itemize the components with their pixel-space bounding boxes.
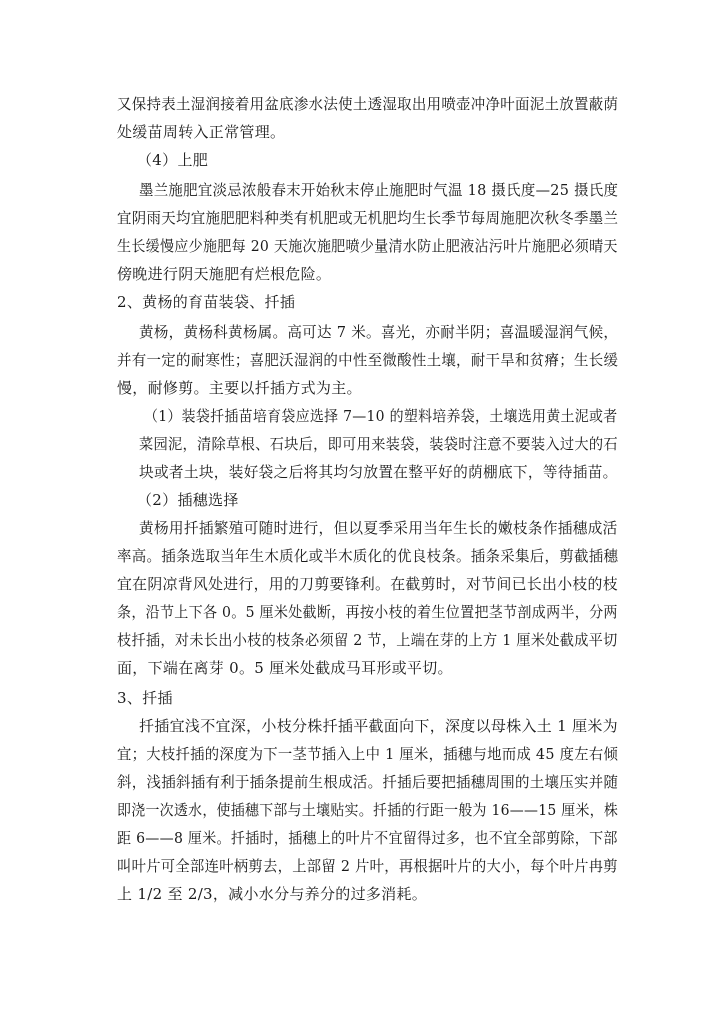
paragraph-line: 又保持表土湿润接着用盆底渗水法使土透湿取出用喷壶冲净叶面泥土放置蔽荫 (117, 95, 619, 113)
paragraph-line: 宜；大枝扦插的深度为下一茎节插入上中 1 厘米，插穗与地而成 45 度左右倾 (117, 745, 619, 763)
paragraph-line: 黄杨，黄杨科黄杨属。高可达 7 米。喜光，亦耐半阴；喜温暖湿润气候， (139, 323, 619, 341)
section-heading: （4）上肥 (137, 151, 209, 169)
paragraph-line: 宜阴雨天均宜施肥肥料种类有机肥或无机肥均生长季节每周施肥次秋冬季墨兰 (117, 209, 619, 227)
paragraph-line: 面，下端在离芽 0。5 厘米处截成马耳形或平切。 (117, 659, 453, 677)
section-heading: （2）插穗选择 (137, 491, 239, 509)
paragraph-line: 处缓苗周转入正常管理。 (117, 123, 286, 141)
paragraph-line: 菜园泥，清除草根、石块后，即可用来装袋，装袋时注意不要装入过大的石 (139, 435, 618, 453)
paragraph-line: 条，沿节上下各 0。5 厘米处截断，再按小枝的着生位置把茎节剖成两半，分两 (117, 603, 618, 621)
paragraph-line: 斜，浅插斜插有利于插条提前生根成活。扦插后要把插穗周围的土壤压实并随 (117, 773, 619, 791)
paragraph-line: 叫叶片可全部连叶柄剪去，上部留 2 片叶，再根据叶片的大小，每个叶片冉剪 (117, 857, 618, 875)
paragraph-line: 傍晚进行阴天施肥有烂根危险。 (117, 265, 332, 283)
paragraph-line: 并有一定的耐寒性；喜肥沃湿润的中性至微酸性土壤，耐干旱和贫瘠；生长缓 (117, 351, 619, 369)
paragraph-line: 即浇一次透水，使插穗下部与土壤贴实。扦插的行距一般为 16——15 厘米，株 (117, 801, 619, 819)
paragraph-line: 上 1/2 至 2/3，减小水分与养分的过多消耗。 (117, 885, 428, 903)
paragraph-line: 块或者土块，装好袋之后将其均匀放置在整平好的荫棚底下，等待插苗。 (139, 463, 618, 481)
paragraph-line: 黄杨用扦插繁殖可随时进行，但以夏季采用当年生长的嫩枝条作插穗成活 (139, 519, 618, 537)
paragraph-line: 枝扦插，对未长出小枝的枝条必须留 2 节，上端在芽的上方 1 厘米处截成平切 (117, 631, 618, 649)
paragraph-line: （1）装袋扦插苗培育袋应选择 7—10 的塑料培养袋，土壤选用黄土泥或者 (144, 407, 618, 425)
paragraph-line: 扦插宜浅不宜深，小枝分株扦插平截面向下，深度以母株入土 1 厘米为 (139, 717, 618, 735)
section-heading: 3、扦插 (117, 689, 173, 707)
section-heading: 2、黄杨的育苗装袋、扦插 (117, 293, 296, 311)
paragraph-line: 宜在阴凉背风处进行，用的刀剪要锋利。在截剪时，对节间已长出小枝的枝 (117, 575, 618, 593)
paragraph-line: 距 6——8 厘米。扦插时，插穗上的叶片不宜留得过多，也不宜全部剪除，下部 (117, 829, 618, 847)
paragraph-line: 慢，耐修剪。主要以扦插方式为主。 (117, 379, 362, 397)
paragraph-line: 墨兰施肥宜淡忌浓般春末开始秋末停止施肥时气温 18 摄氏度—25 摄氏度 (139, 181, 619, 199)
paragraph-line: 率高。插条选取当年生木质化或半木质化的优良枝条。插条采集后，剪截插穗 (117, 547, 619, 565)
paragraph-line: 生长缓慢应少施肥每 20 天施次施肥喷少量清水防止肥液沾污叶片施肥必须晴天 (117, 237, 618, 255)
